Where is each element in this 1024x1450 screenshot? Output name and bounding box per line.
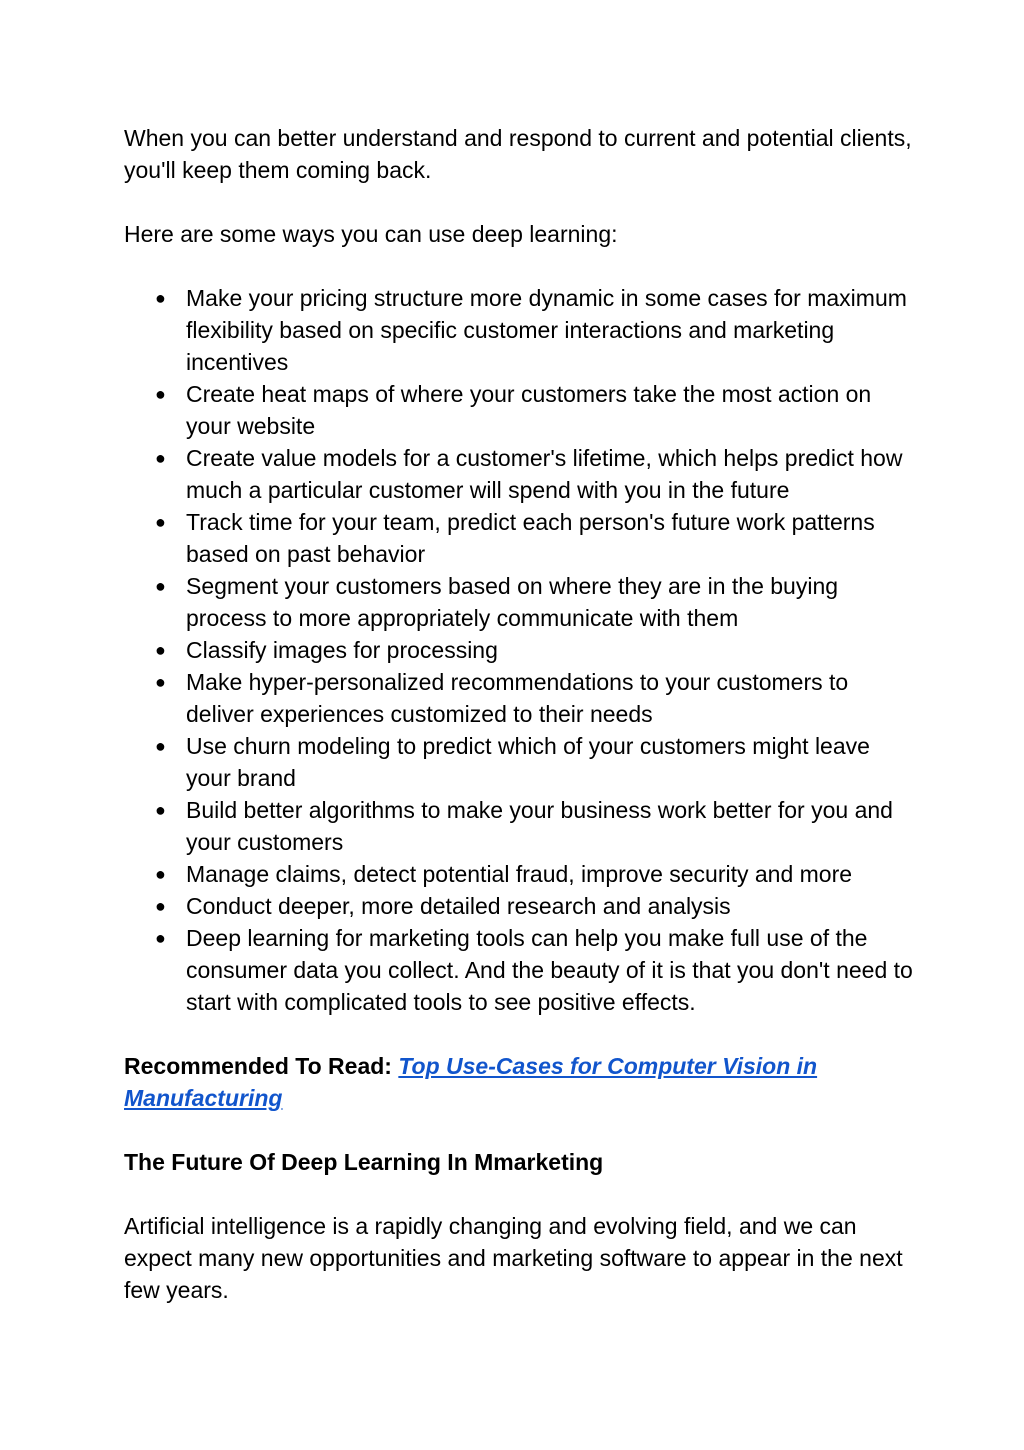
bullet-icon: ● <box>155 384 166 404</box>
list-item-text: Make your pricing structure more dynamic in some cases for maximum flexibility based on specific customer interactions and marketing incentives <box>186 285 907 375</box>
bullet-icon: ● <box>155 640 166 660</box>
bullet-icon: ● <box>155 896 166 916</box>
list-item <box>124 634 914 666</box>
bullet-icon: ● <box>155 864 166 884</box>
bullet-icon: ● <box>155 800 166 820</box>
document-page <box>124 122 914 1338</box>
intro-paragraph-1: When you can better understand and respond to current and potential clients, you'll keep them coming back. <box>124 125 912 183</box>
list-item <box>124 442 914 506</box>
list-item <box>124 282 914 378</box>
recommended-to-read <box>124 1050 914 1114</box>
list-item <box>124 730 914 794</box>
bullet-icon: ● <box>155 448 166 468</box>
section-paragraph: Artificial intelligence is a rapidly changing and evolving field, and we can expect many new opportunities and marketing software to appear in the next few years. <box>124 1213 903 1303</box>
list-item-text: Create value models for a customer's lifetime, which helps predict how much a particular customer will spend with you in the future <box>186 445 903 503</box>
bullet-icon: ● <box>155 736 166 756</box>
list-item-text: Track time for your team, predict each person's future work patterns based on past behavior <box>186 509 875 567</box>
deep-learning-uses-list <box>124 282 914 1018</box>
list-item <box>124 922 914 1018</box>
list-item <box>124 506 914 570</box>
bullet-icon: ● <box>155 928 166 948</box>
list-item-text: Segment your customers based on where they are in the buying process to more appropriately communicate with them <box>186 573 839 631</box>
list-item-text: Make hyper-personalized recommendations to your customers to deliver experiences customized to their needs <box>186 669 849 727</box>
list-item-text: Create heat maps of where your customers take the most action on your website <box>186 381 872 439</box>
bullet-icon: ● <box>155 288 166 308</box>
list-item-text: Build better algorithms to make your business work better for you and your customers <box>186 797 893 855</box>
bullet-icon: ● <box>155 672 166 692</box>
recommended-label: Recommended To Read: <box>124 1053 399 1079</box>
list-item <box>124 858 914 890</box>
list-item-text: Use churn modeling to predict which of your customers might leave your brand <box>186 733 870 791</box>
list-item-text: Classify images for processing <box>186 637 498 663</box>
intro-paragraph-2: Here are some ways you can use deep learning: <box>124 221 618 247</box>
list-item-text: Manage claims, detect potential fraud, improve security and more <box>186 861 853 887</box>
section-heading: The Future Of Deep Learning In Mmarketing <box>124 1149 604 1175</box>
list-item <box>124 378 914 442</box>
list-item <box>124 794 914 858</box>
list-item <box>124 666 914 730</box>
recommended-link[interactable]: Top Use-Cases for Computer Vision in Manufacturing <box>124 1053 818 1111</box>
list-item <box>124 570 914 634</box>
list-item <box>124 890 914 922</box>
list-item-text: Conduct deeper, more detailed research and analysis <box>186 893 731 919</box>
list-item-text: Deep learning for marketing tools can help you make full use of the consumer data you collect. And the beauty of it is that you don't need to start with complicated tools to see positive effects. <box>186 925 913 1015</box>
bullet-icon: ● <box>155 576 166 596</box>
bullet-icon: ● <box>155 512 166 532</box>
